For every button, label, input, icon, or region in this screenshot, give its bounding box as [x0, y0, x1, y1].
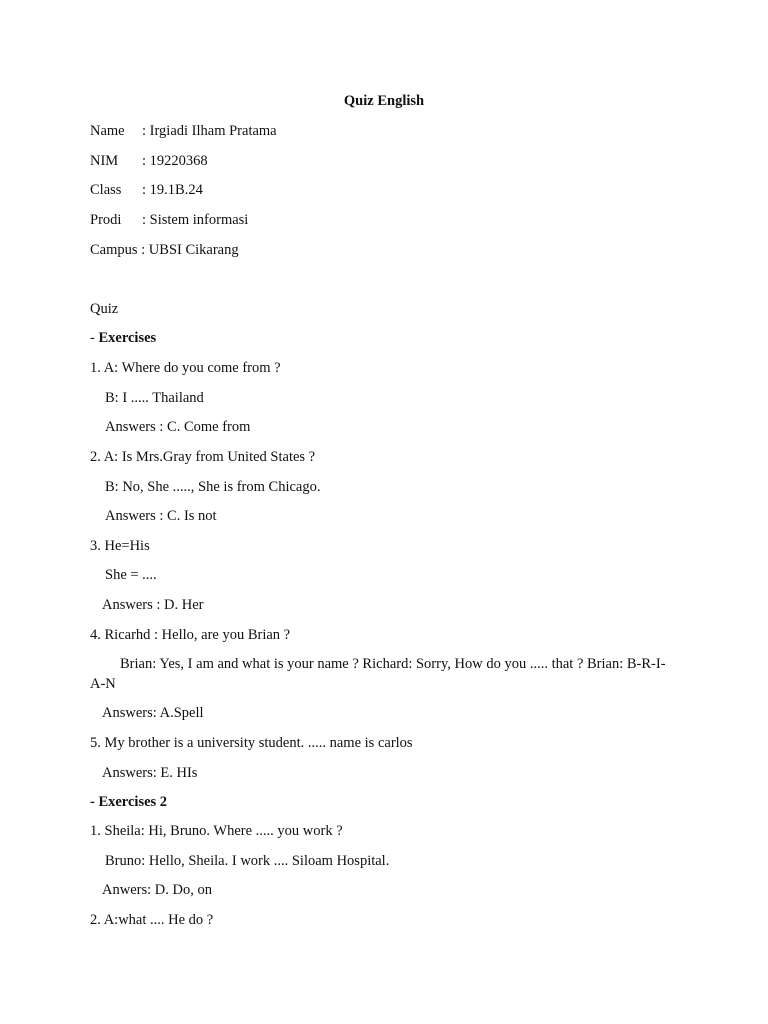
info-value: : 19220368 [142, 153, 208, 169]
exercises-heading-text: Exercises [98, 330, 157, 346]
ex1-line: 1. A: Where do you come from ? [90, 360, 281, 376]
ex1-line: 2. A: Is Mrs.Gray from United States ? [90, 449, 316, 465]
ex2-line: Bruno: Hello, Sheila. I work .... Siloam Hospital. [105, 853, 390, 869]
exercises-2-heading: - Exercises 2 [90, 794, 168, 810]
quiz-heading: Quiz [90, 301, 119, 317]
info-value: : UBSI Cikarang [137, 242, 239, 258]
info-label: Prodi [90, 212, 122, 228]
ex1-line: Answers: A.Spell [102, 705, 204, 721]
ex1-line: Answers : C. Come from [105, 419, 251, 435]
info-campus [90, 241, 239, 259]
info-label: NIM [90, 153, 119, 169]
ex2-line: 1. Sheila: Hi, Bruno. Where ..... you work ? [90, 823, 343, 839]
info-label: Name [90, 123, 125, 139]
info-value: : Irgiadi Ilham Pratama [142, 123, 277, 139]
info-value: : Sistem informasi [142, 212, 249, 228]
ex1-line: B: No, She ....., She is from Chicago. [105, 479, 321, 495]
info-nim [90, 152, 208, 170]
info-prodi [90, 211, 248, 229]
ex1-line: 3. He=His [90, 538, 150, 554]
exercises-dash: - [90, 330, 99, 346]
info-label: Campus [90, 242, 138, 258]
ex1-line: Answers : C. Is not [105, 508, 217, 524]
ex2-line: 2. A:what .... He do ? [90, 912, 214, 928]
ex1-line: She = .... [105, 567, 157, 583]
ex1-line: B: I ..... Thailand [105, 390, 204, 406]
info-value: : 19.1B.24 [142, 182, 203, 198]
info-class [90, 181, 203, 199]
ex1-line: 4. Ricarhd : Hello, are you Brian ? [90, 627, 291, 643]
ex1-line: Answers : D. Her [102, 597, 204, 613]
ex1-line: Brian: Yes, I am and what is your name ? Richard: Sorry, How do you ..... that ? Brian: B-R-I-A-N [90, 656, 666, 692]
ex1-line: 5. My brother is a university student. ..... name is carlos [90, 735, 413, 751]
info-name [90, 122, 277, 140]
ex2-line: Anwers: D. Do, on [102, 882, 212, 898]
ex1-line: Answers: E. HIs [102, 765, 198, 781]
info-label: Class [90, 182, 122, 198]
exercises-heading [90, 329, 156, 347]
document-title: Quiz English [343, 93, 425, 109]
